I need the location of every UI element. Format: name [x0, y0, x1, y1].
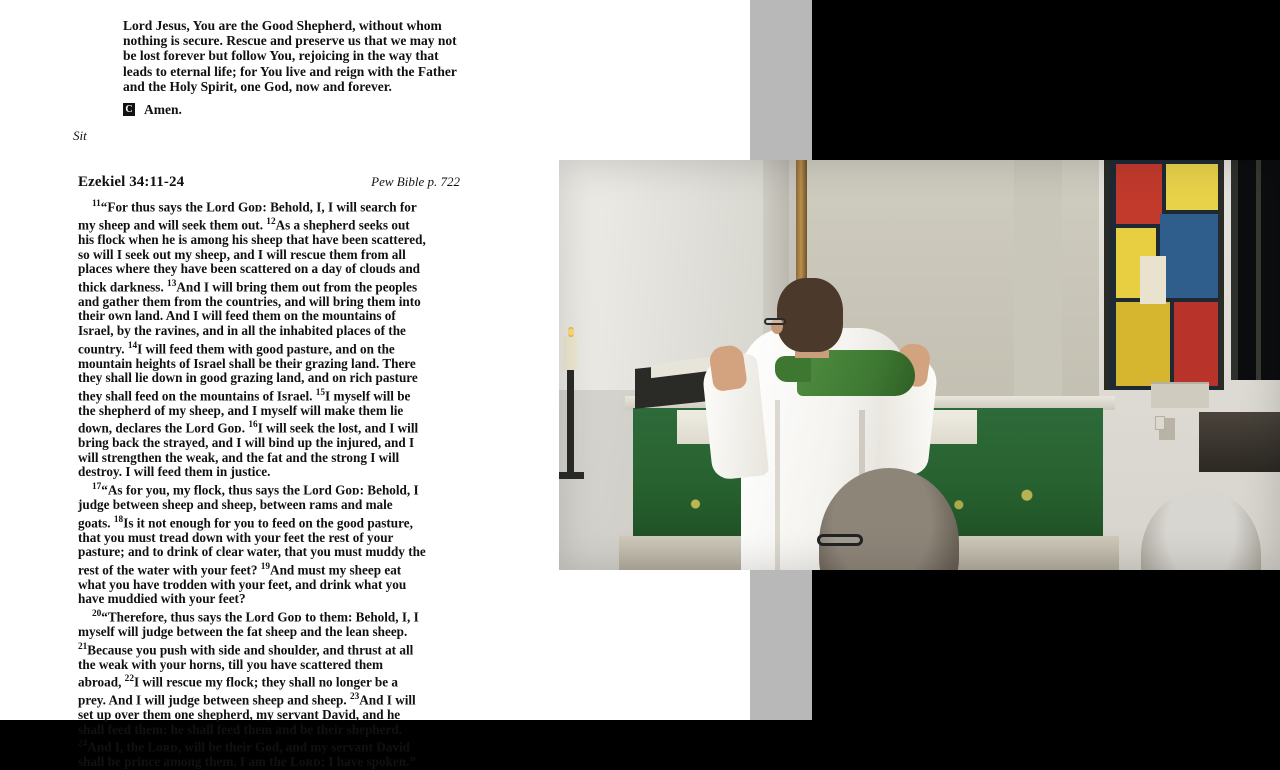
verse-number: 11	[92, 199, 101, 210]
glass-pane	[1174, 302, 1218, 386]
verse-number: 19	[260, 561, 271, 572]
verse-number: 20	[92, 608, 102, 619]
scripture-paragraph	[78, 607, 426, 770]
verse-number: 12	[266, 217, 276, 227]
verse-text: “For thus says the Lord Gᴏᴅ: Behold, I, I will search for my sheep and will seek them out.	[78, 199, 417, 233]
scripture-body	[78, 197, 426, 770]
window-mullion	[1256, 160, 1261, 380]
verse-text: “As for you, my flock, thus says the Lord Gᴏᴅ: Behold, I judge between sheep and sheep, between rams and male goats.	[78, 482, 419, 531]
video-feed[interactable]	[559, 160, 1280, 570]
pew-bible-page: Pew Bible p. 722	[371, 174, 460, 190]
verse-text: “Therefore, thus says the Lord Gᴏᴅ to them: Behold, I, I myself will judge between the fat sheep and the lean sheep.	[78, 609, 419, 639]
verse-text: As a shepherd seeks out his flock when he is among his sheep that have been scattered, so will I seek out my sheep, and I will rescue them from all places where they have been scattered on a day of clouds and thick darkness.	[78, 217, 426, 295]
verse-number: 18	[113, 514, 124, 525]
reading-heading	[78, 174, 460, 191]
alb-fold	[775, 400, 780, 570]
document-content	[73, 18, 478, 770]
verse-text: I will feed them with good pasture, and on the mountain heights of Israel shall be their grazing land. There they shall lie down in good grazing land, and on rich pasture they shall feed on the mountains of Israel.	[78, 340, 418, 404]
verse-number: 14	[127, 340, 138, 351]
pastor-glasses	[764, 318, 786, 325]
verse-text: And I will set up over them one shepherd, my servant David, and he shall feed them: he shall feed them and be their shepherd.	[78, 692, 416, 737]
wall-radiator	[1151, 382, 1209, 408]
scripture-paragraph	[78, 480, 426, 607]
glass-pane	[1140, 256, 1166, 304]
letterbox-top-right	[812, 0, 1280, 160]
congregation-marker-icon: C	[123, 103, 135, 116]
verse-text: I myself will be the shepherd of my sheep, and I myself will make them lie down, declares the Lord Gᴏᴅ.	[78, 388, 411, 436]
candle-stand	[567, 356, 574, 476]
glass-pane	[1116, 302, 1170, 386]
response-label: Amen.	[144, 102, 182, 118]
verse-text: I will seek the lost, and I will bring back the strayed, and I will bind up the injured, and I will strengthen the weak, and the fat and the strong I will destroy. I will feed them in justice.	[78, 420, 419, 480]
verse-number: 24	[78, 739, 88, 750]
verse-number: 13	[167, 278, 177, 289]
congregant-glasses	[817, 534, 863, 546]
pastor-head	[777, 278, 843, 352]
letterbox-bottom-right	[812, 570, 1280, 720]
verse-text: I will rescue my flock; they shall no longer be a prey. And I will judge between sheep and sheep.	[78, 674, 398, 708]
verse-number: 23	[349, 692, 360, 703]
glass-pane	[1160, 214, 1218, 298]
wall-outlet	[1155, 416, 1165, 430]
rubric-sit: Sit	[73, 128, 87, 144]
verse-text: Is it not enough for you to feed on the good pasture, that you must tread down with your feet the rest of your pasture; and to drink of clear water, that you must muddy the rest of the water with your feet?	[78, 515, 426, 578]
verse-text: And I, the Lᴏʀᴅ, will be their God, and my servant David shall be prince among them. I am the Lᴏʀᴅ; I have spoken.”	[78, 739, 416, 770]
verse-number: 15	[315, 387, 326, 398]
verse-text: And must my sheep eat what you have trodden with your feet, and drink what you have muddied with your feet?	[78, 562, 407, 607]
glass-pane	[1166, 164, 1218, 210]
congregation-response	[123, 102, 478, 118]
scripture-paragraph	[78, 197, 426, 480]
verse-number: 16	[248, 420, 258, 431]
candle-base	[559, 472, 584, 479]
reading-reference: Ezekiel 34:11-24	[78, 174, 185, 191]
candle-flame-icon	[568, 326, 574, 338]
glass-pane	[1116, 164, 1162, 224]
green-stole-shoulder	[775, 356, 811, 382]
prayer-text: Lord Jesus, You are the Good Shepherd, without whom nothing is secure. Rescue and preserve us that we may not be lost forever but follow You, rejoicing in the way that leads to eternal life; for You live and reign with the Father and the Holy Spirit, one God, now and forever.	[123, 18, 457, 94]
verse-text: And I will bring them out from the peoples and gather them from the countries, and will bring them into their own land. And I will feed them on the mountains of Israel, by the ravines, and in all the inhabited places of the country.	[78, 279, 421, 356]
verse-text: Because you push with side and shoulder, and thrust at all the weak with your horns, till you have scattered them abroad,	[78, 641, 414, 690]
dark-window	[1231, 160, 1280, 380]
stained-glass-window	[1104, 160, 1224, 390]
verse-number: 22	[124, 674, 134, 685]
pew-bench	[1199, 412, 1280, 472]
verse-number: 21	[78, 641, 88, 652]
verse-number: 17	[92, 482, 102, 493]
candle	[563, 336, 577, 370]
